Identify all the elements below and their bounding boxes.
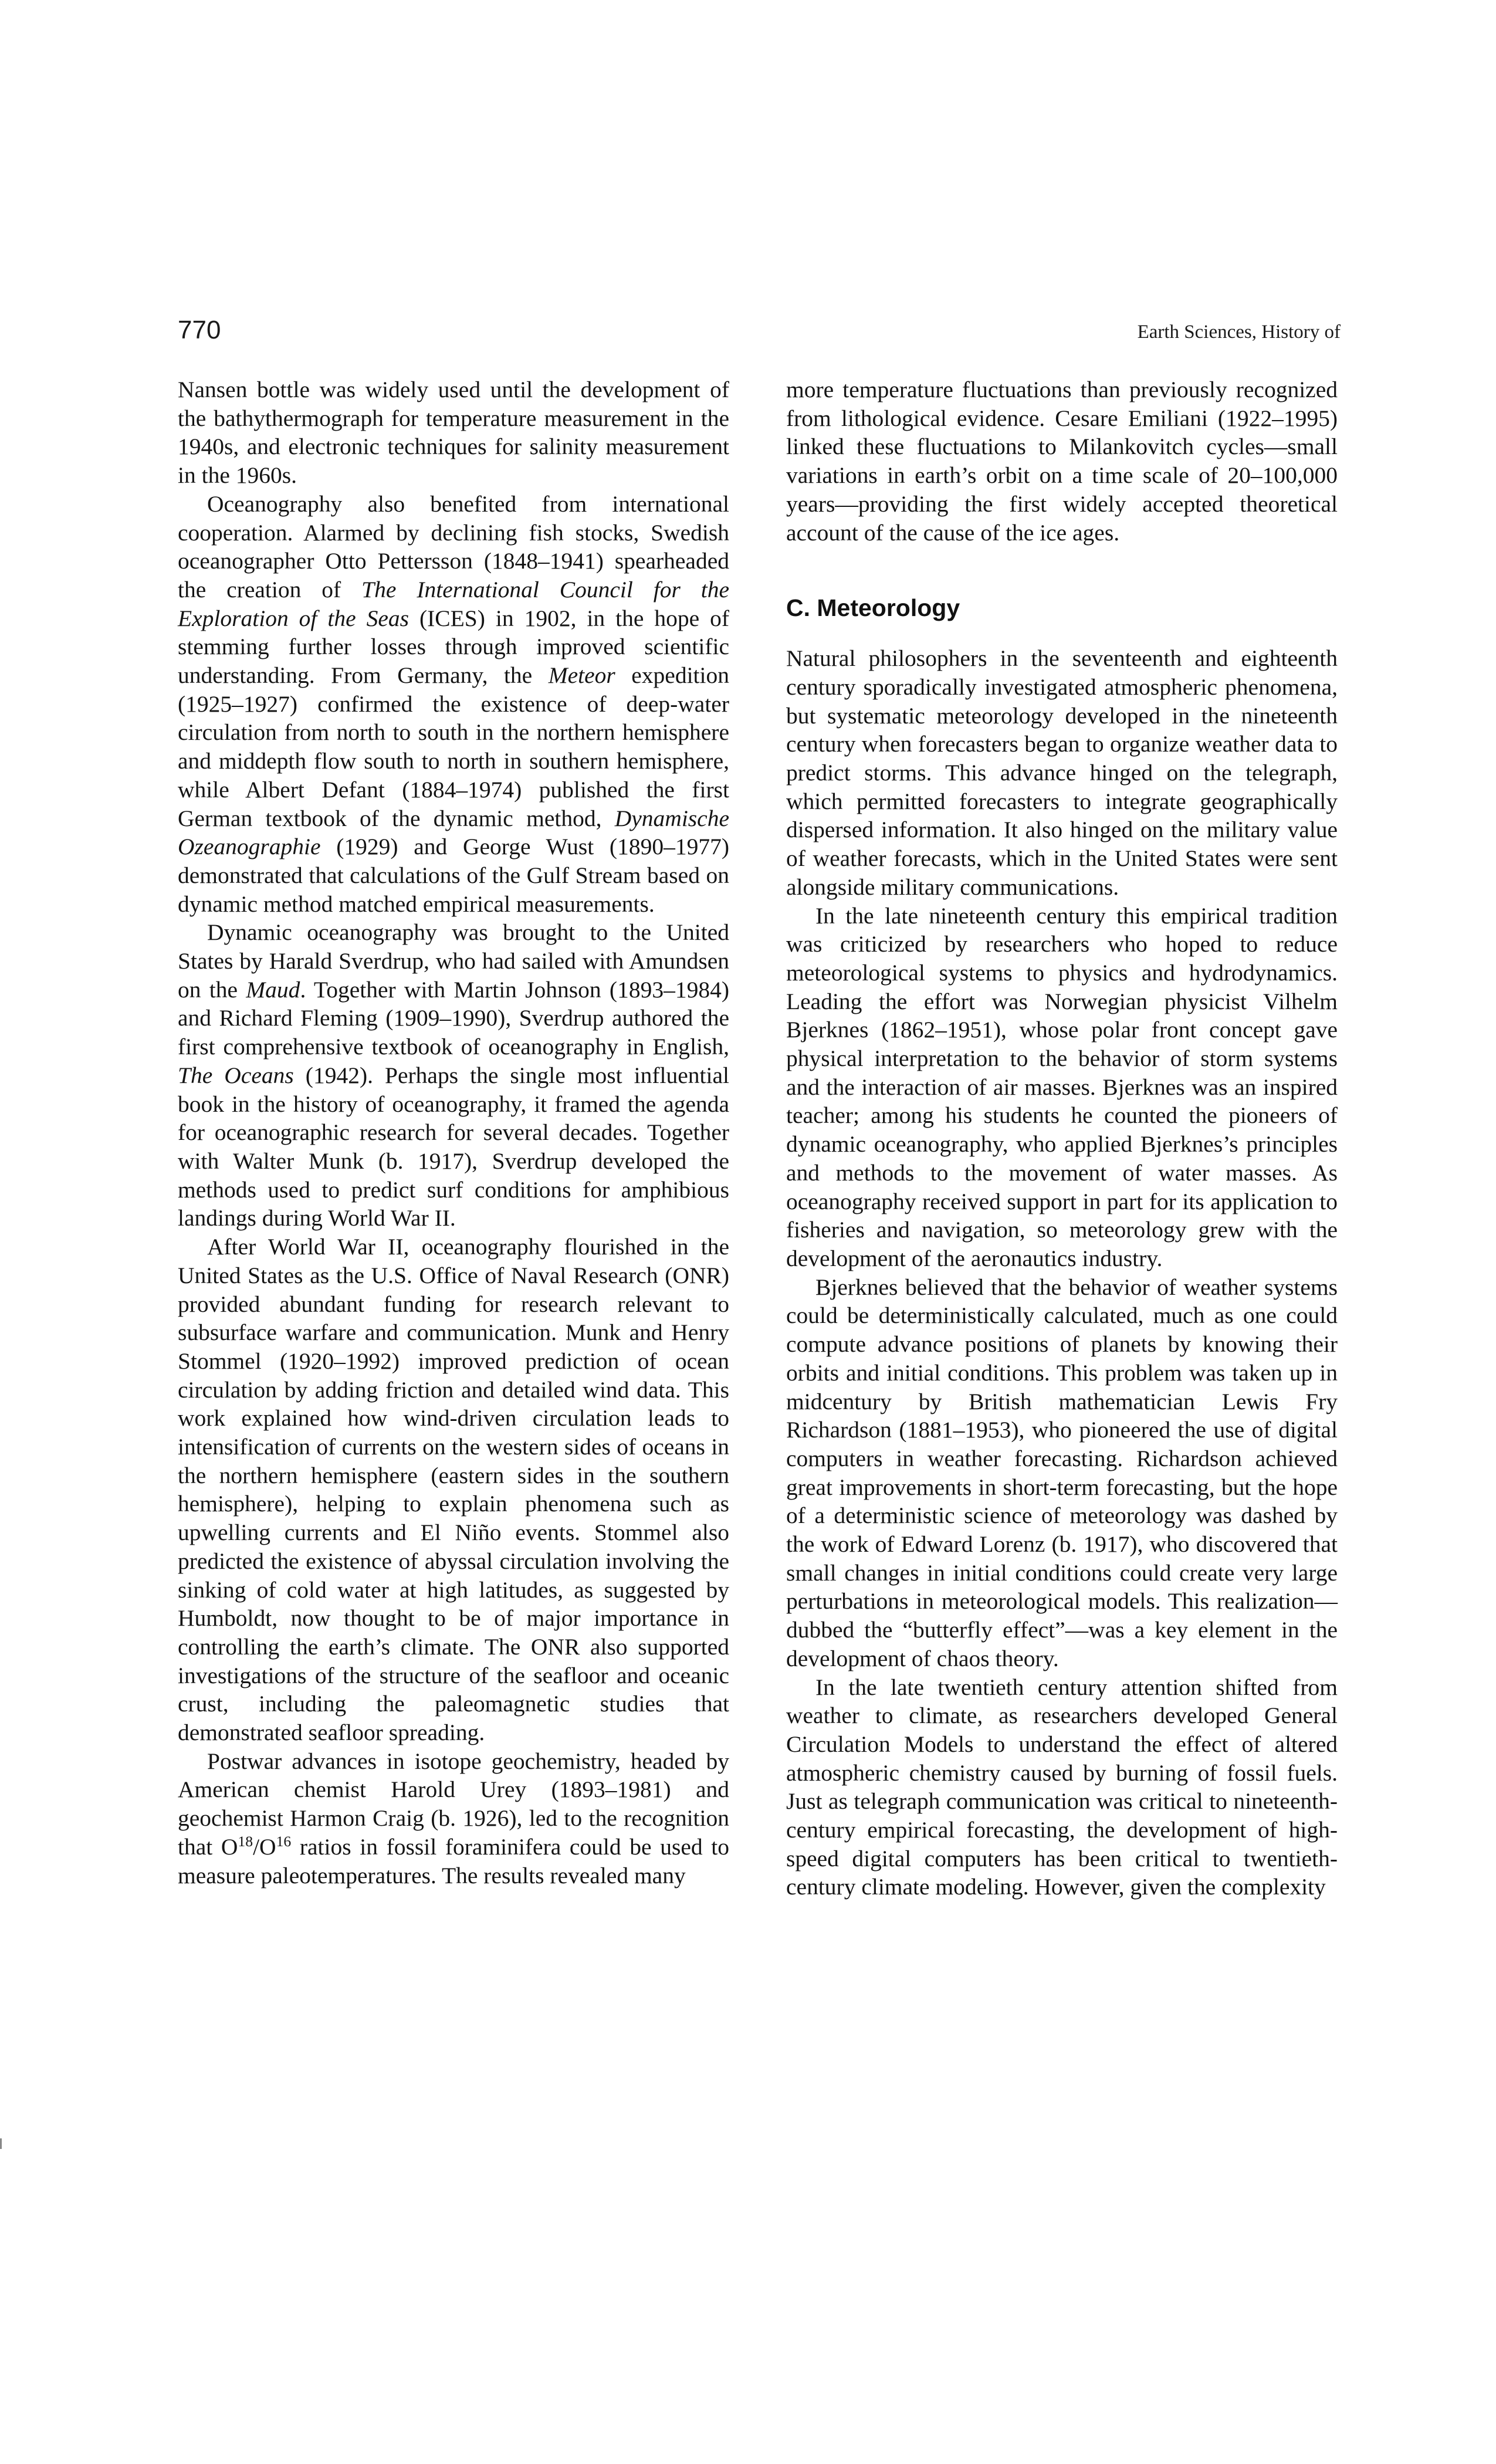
paragraph: Natural philosophers in the seventeenth and eighteenth century sporadically investigated atmospheric phenomena, but systematic meteorology developed in the nineteenth century when forecasters began to organize weather data to predict storms. This advance hinged on the telegraph, which permitted forecasters to integrate geographically dispersed information. It also hinged on the military value of weather forecasts, which in the United States were sent alongside military communications.: [786, 645, 1338, 900]
paragraph: In the late twentieth century attention shifted from weather to climate, as researchers developed General Circulation Models to understand the effect of altered atmospheric chemistry caused by burning of fossil fuels. Just as telegraph communication was critical to nineteenth-century empirical forecasting, the development of high-speed digital computers has been critical to twentieth-century climate modeling. However, given the complexity: [786, 1674, 1338, 1900]
paragraph: Postwar advances in isotope geochemistry, headed by American chemist Harold Urey (1893–1981) and geochemist Harmon Craig (b. 1926), led to the recognition that $O^{18}/O^{16}$ ratios in fossil foraminifera could be used to measure paleotemperatures. The results revealed many: [178, 1748, 729, 1888]
page-number: 770: [178, 316, 221, 344]
paragraph: Dynamic oceanography was brought to the United States by Harald Sverdrup, who had sailed with Amundsen on the Maud. Together with Martin Johnson (1893–1984) and Richard Fleming (1909–1990), Sverdrup authored the first comprehensive textbook of oceanography in English, The Oceans (1942). Perhaps the single most influential book in the history of oceanography, it framed the agenda for oceanographic research for several decades. Together with Walter Munk (b. 1917), Sverdrup developed the methods used to predict surf conditions for amphibious landings during World War II.: [178, 919, 729, 1231]
paragraph: Bjerknes believed that the behavior of weather systems could be deterministically calculated, much as one could compute advance positions of planets by knowing their orbits and initial conditions. This problem was taken up in midcentury by British mathematician Lewis Fry Richardson (1881–1953), who pioneered the use of digital computers in weather forecasting. Richardson achieved great improvements in short-term forecasting, but the hope of a deterministic science of meteorology was dashed by the work of Edward Lorenz (b. 1917), who discovered that small changes in initial conditions could create very large perturbations in meteorological models. This realization—dubbed the “butterfly effect”—was a key element in the development of chaos theory.: [786, 1274, 1338, 1671]
paragraph: Nansen bottle was widely used until the development of the bathythermograph for temperature measurement in the 1940s, and electronic techniques for salinity measurement in the 1960s.: [178, 377, 729, 489]
section-heading: C. Meteorology: [786, 594, 960, 622]
scan-edge-mark: [0, 2138, 2, 2149]
paragraph: In the late nineteenth century this empirical tradition was criticized by researchers who hoped to reduce meteorological systems to physics and hydrodynamics. Leading the effort was Norwegian physicist Vilhelm Bjerknes (1862–1951), whose polar front concept gave physical interpretation to the behavior of storm systems and the interaction of air masses. Bjerknes was an inspired teacher; among his students he counted the pioneers of dynamic oceanography, who applied Bjerknes’s principles and methods to the movement of water masses. As oceanography received support in part for its application to fisheries and navigation, so meteorology grew with the development of the aeronautics industry.: [786, 902, 1338, 1271]
left-column: [178, 375, 729, 1890]
running-head: Earth Sciences, History of: [1137, 321, 1341, 343]
right-column: [786, 375, 1338, 1901]
paragraph: Oceanography also benefited from international cooperation. Alarmed by declining fish stocks, Swedish oceanographer Otto Pettersson (1848–1941) spearheaded the creation of The International Council for the Exploration of the Seas (ICES) in 1902, in the hope of stemming further losses through improved scientific understanding. From Germany, the Meteor expedition (1925–1927) confirmed the existence of deep-water circulation from north to south in the northern hemisphere and middepth flow south to north in southern hemisphere, while Albert Defant (1884–1974) published the first German textbook of the dynamic method, Dynamische Ozeanographie (1929) and George Wust (1890–1977) demonstrated that calculations of the Gulf Stream based on dynamic method matched empirical measurements.: [178, 490, 730, 917]
paragraph: After World War II, oceanography flourished in the United States as the U.S. Office of Naval Research (ONR) provided abundant funding for research relevant to subsurface warfare and communication. Munk and Henry Stommel (1920–1992) improved prediction of ocean circulation by adding friction and detailed wind data. This work explained how wind-driven circulation leads to intensification of currents on the western sides of oceans in the northern hemisphere (eastern sides in the southern hemisphere), helping to explain phenomena such as upwelling currents and El Niño events. Stommel also predicted the existence of abyssal circulation involving the sinking of cold water at high latitudes, as suggested by Humboldt, now thought to be of major importance in controlling the earth’s climate. The ONR also supported investigations of the structure of the seafloor and oceanic crust, including the paleomagnetic studies that demonstrated seafloor spreading.: [178, 1234, 729, 1746]
paragraph: more temperature fluctuations than previously recognized from lithological evidence. Cesare Emiliani (1922–1995) linked these fluctuations to Milankovitch cycles—small variations in earth’s orbit on a time scale of 20–100,000 years—providing the first widely accepted theoretical account of the cause of the ice ages.: [786, 377, 1338, 546]
